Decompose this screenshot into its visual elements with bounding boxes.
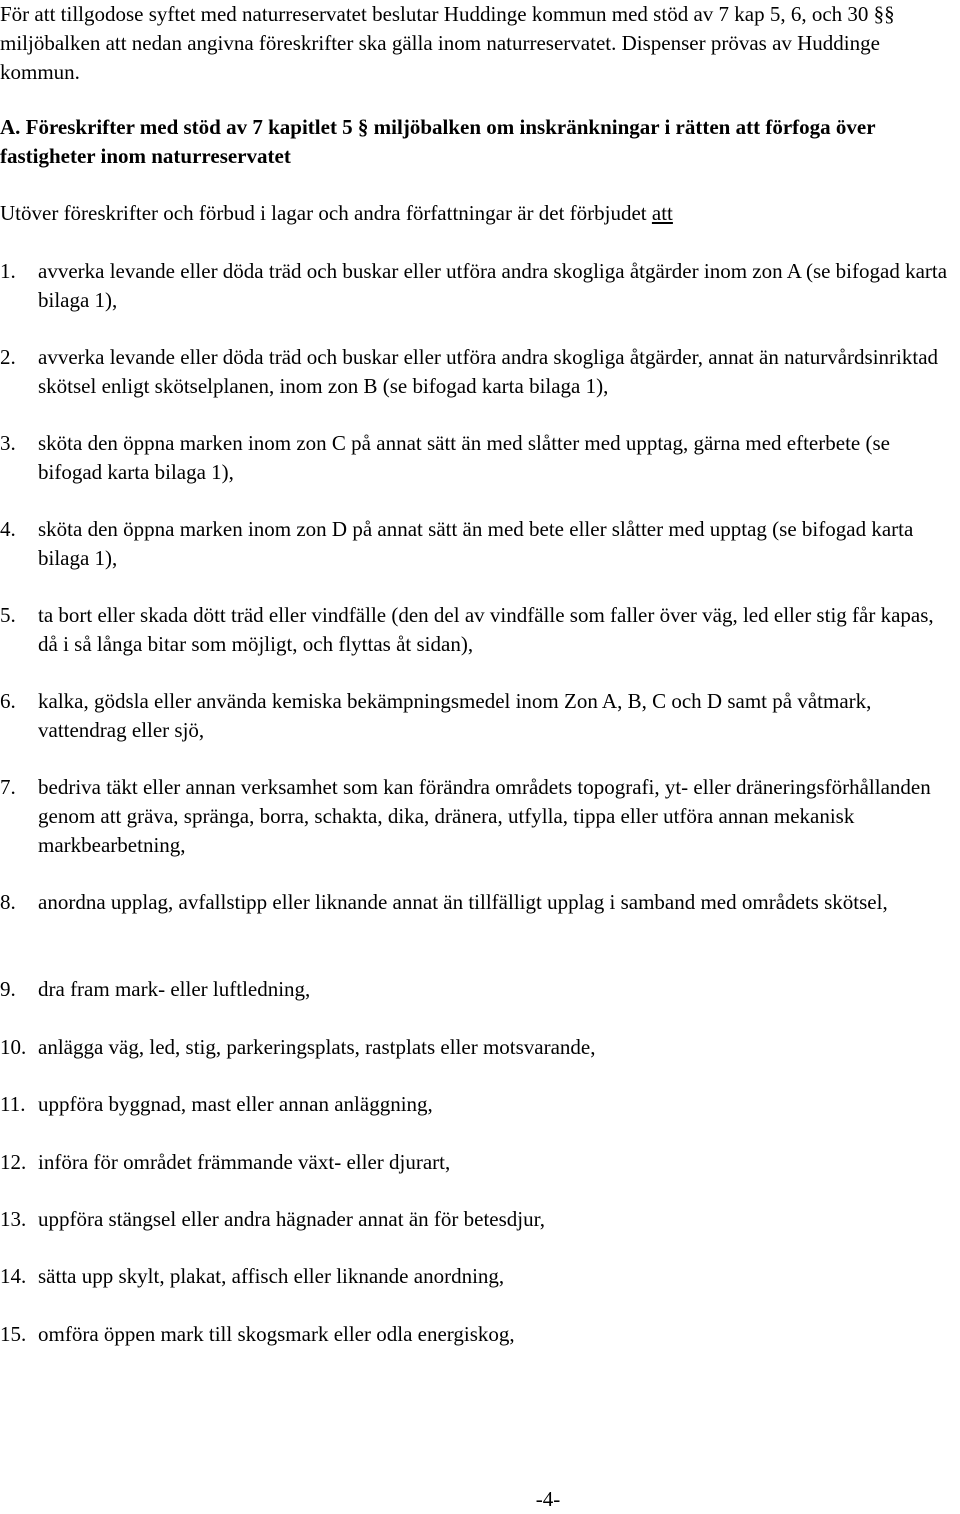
lead-paragraph [0,199,952,228]
list-item-text: sköta den öppna marken inom zon D på annat sätt än med bete eller slåtter med upptag (se bifogad karta bilaga 1), [38,517,914,570]
list-item-number: 5. [0,603,16,627]
list-item-text: sätta upp skylt, plakat, affisch eller liknande anordning, [38,1264,505,1288]
list-item-text: kalka, gödsla eller använda kemiska bekämpningsmedel inom Zon A, B, C och D samt på våtmark, vattendrag eller sjö, [38,689,872,742]
list-item-number: 4. [0,517,16,541]
list-item-number: 10. [0,1035,27,1059]
list-item [0,1320,952,1349]
list-item [0,1090,952,1119]
list-item-text: uppföra stängsel eller andra hägnader annat än för betesdjur, [38,1207,546,1231]
list-item-text: dra fram mark- eller luftledning, [38,977,311,1001]
list-item [0,1205,952,1234]
list-item [0,257,952,315]
lead-underlined-word: att [651,201,673,225]
list-item-text: sköta den öppna marken inom zon C på annat sätt än med slåtter med upptag, gärna med efterbete (se bifogad karta bilaga 1), [38,431,890,484]
list-item-text: uppföra byggnad, mast eller annan anläggning, [38,1092,433,1116]
list-item-text: bedriva täkt eller annan verksamhet som kan förändra områdets topografi, yt- eller dräneringsförhållanden genom att gräva, spränga, borra, schakta, dika, dränera, utfylla, tippa eller utföra annan mekanisk markbearbetning, [38,775,931,857]
list-item-number: 1. [0,259,16,283]
list-item [0,687,952,745]
list-item-number: 15. [0,1322,27,1346]
list-item-text: anlägga väg, led, stig, parkeringsplats, rastplats eller motsvarande, [38,1035,596,1059]
list-item [0,1262,952,1291]
list-item-number: 9. [0,977,16,1001]
list-item-text: avverka levande eller döda träd och buskar eller utföra andra skogliga åtgärder, annat än naturvårdsinriktad skötsel enligt skötselplanen, inom zon B (se bifogad karta bilaga 1), [38,345,939,398]
list-item-text: ta bort eller skada dött träd eller vindfälle (den del av vindfälle som faller över väg, led eller stig får kapas, då i så långa bitar som möjligt, och flyttas åt sidan), [38,603,934,656]
list-item [0,429,952,487]
list-item-number: 3. [0,431,16,455]
intro-paragraph: För att tillgodose syftet med naturreservatet beslutar Huddinge kommun med stöd av 7 kap 5, 6, och 30 §§ miljöbalken att nedan angivna föreskrifter ska gälla inom naturreservatet. Dispenser prövas av Huddinge kommun. [0,2,895,84]
list-item-number: 2. [0,345,16,369]
list-item [0,975,952,1004]
list-item [0,1033,952,1062]
list-item [0,515,952,573]
list-item-number: 13. [0,1207,27,1231]
list-item [0,773,952,860]
list-item-number: 8. [0,890,16,914]
list-item-number: 12. [0,1150,27,1174]
list-item-text: avverka levande eller döda träd och buskar eller utföra andra skogliga åtgärder inom zon A (se bifogad karta bilaga 1), [38,259,948,312]
section-heading: A. Föreskrifter med stöd av 7 kapitlet 5 § miljöbalken om inskränkningar i rätten att förfoga över fastigheter inom naturreservatet [0,115,876,168]
list-item-number: 14. [0,1264,27,1288]
list-item [0,888,952,917]
list-item-number: 11. [0,1092,26,1116]
list-item-text: införa för området främmande växt- eller djurart, [38,1150,451,1174]
list-item-number: 7. [0,775,16,799]
list-item-text: omföra öppen mark till skogsmark eller odla energiskog, [38,1322,515,1346]
list-item [0,601,952,659]
list-item-number: 6. [0,689,16,713]
list-item-text: anordna upplag, avfallstipp eller liknande annat än tillfälligt upplag i samband med områdets skötsel, [38,890,888,914]
page-number: -4- [535,1487,561,1511]
lead-text: Utöver föreskrifter och förbud i lagar och andra författningar är det förbjudet [0,201,652,225]
list-item [0,1148,952,1177]
list-item [0,343,952,401]
